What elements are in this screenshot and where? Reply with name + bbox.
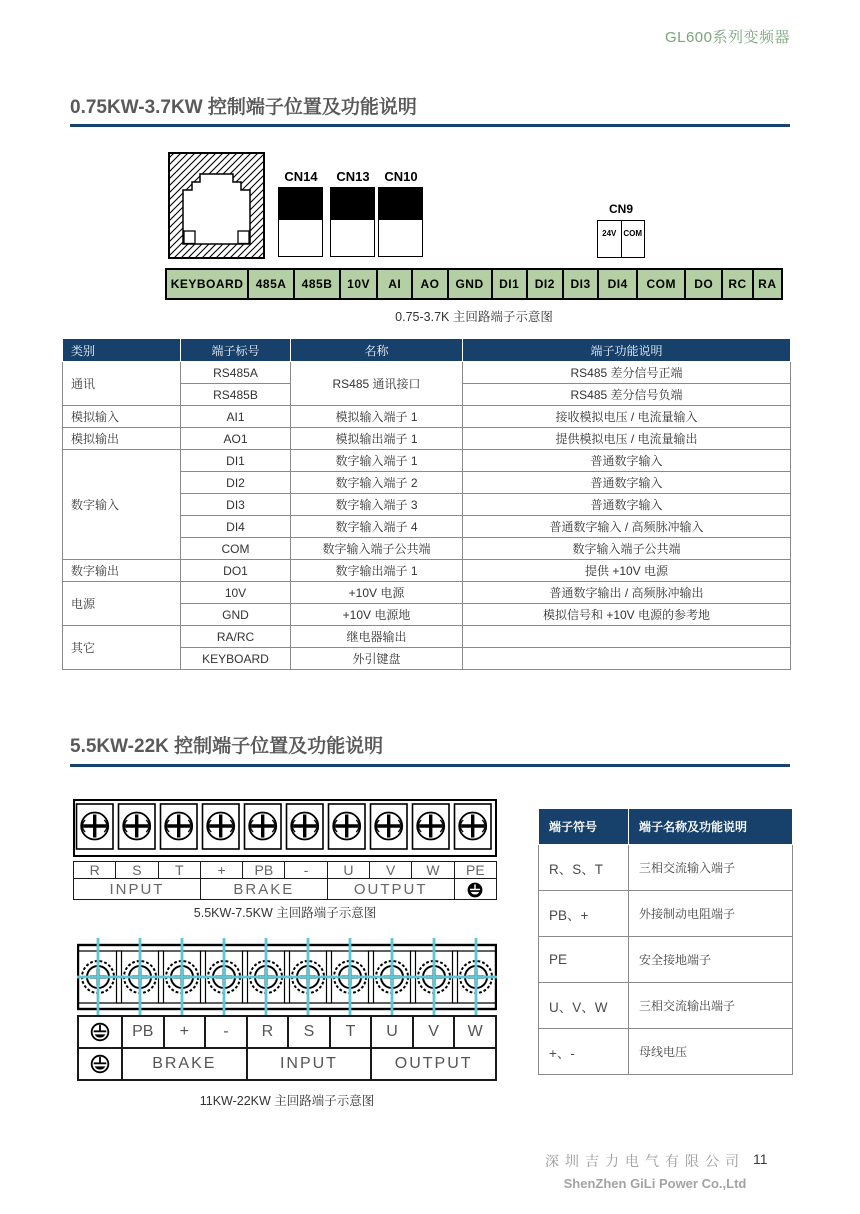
terminal-symbol-cell: U、V、W [539,983,629,1029]
table-row [63,362,791,384]
connector-block-cn10 [378,187,423,257]
terminal-cell: RC [723,270,753,298]
terminal-label: V [413,1016,455,1048]
terminal-tag-cell: DI2 [181,472,291,494]
terminal-name-cell: 数字输入端子 3 [291,494,463,516]
terminal-desc-cell: 外接制动电阻端子 [629,891,793,937]
terminal-label-table-small [73,861,497,900]
terminal-desc-cell: 普通数字输入 / 高频脉冲输入 [463,516,791,538]
terminal-label: - [285,862,327,879]
connector-label-cn9: CN9 [608,202,633,216]
table-row [539,891,793,937]
category-cell: 模拟输入 [63,406,181,428]
column-header: 端子标号 [181,339,291,362]
terminal-label: T [330,1016,372,1048]
footer-company-en: ShenZhen GiLi Power Co.,Ltd [563,1176,747,1191]
terminal-tag-cell: GND [181,604,291,626]
terminal-desc-cell: 母线电压 [629,1029,793,1075]
ground-icon [90,1022,110,1042]
terminal-tag-cell: RS485B [181,384,291,406]
table-row [63,560,791,582]
terminal-desc-cell: 提供 +10V 电源 [463,560,791,582]
ground-icon [90,1054,110,1074]
terminal-cell: COM [638,270,686,298]
terminal-symbol-cell: +、- [539,1029,629,1075]
terminal-desc-cell: 普通数字输入 [463,494,791,516]
terminal-desc-cell: RS485 差分信号正端 [463,362,791,384]
terminal-cell: DO [686,270,723,298]
cn9-cell-24v: 24V [598,221,622,257]
footer-company-cn: 深圳吉力电气有限公司 [545,1153,745,1169]
cn9-cell-com: COM [623,229,643,238]
connector-block-top [331,188,374,220]
brand-text: GL600系列变频器 [664,29,790,46]
terminal-name-cell: 模拟输出端子 1 [291,428,463,450]
terminal-label: V [370,862,412,879]
terminal-cell: 485A [249,270,295,298]
screw-strip-icon [73,799,497,857]
terminal-name-cell: 数字输入端子公共端 [291,538,463,560]
page-number: 11 [753,1151,768,1167]
connector-block-cn13 [330,187,375,257]
terminal-name-cell: 模拟输入端子 1 [291,406,463,428]
terminal-label: R [74,862,116,879]
column-header: 端子功能说明 [463,339,791,362]
terminal-label: W [412,862,454,879]
terminal-group-label: OUTPUT [327,879,454,900]
terminal-label: PB [122,1016,164,1048]
terminal-tag-cell: RS485A [181,362,291,384]
category-cell: 电源 [63,582,181,626]
terminal-desc-cell: 三相交流输入端子 [629,845,793,891]
terminal-tag-cell: DI4 [181,516,291,538]
terminal-label-row [74,862,497,879]
keyboard-socket-icon [168,152,265,264]
table-row [539,1029,793,1075]
terminal-label: S [116,862,158,879]
category-cell: 模拟输出 [63,428,181,450]
terminal-tag-cell: KEYBOARD [181,648,291,670]
table-row [539,845,793,891]
terminal-label-row [78,1016,496,1048]
terminal-label: U [371,1016,413,1048]
terminal-tag-cell: DI3 [181,494,291,516]
connector-block-top [279,188,322,220]
terminal-cell: DI1 [493,270,528,298]
terminal-name-cell: +10V 电源 [291,582,463,604]
terminal-cell: DI3 [564,270,599,298]
section1-title: 0.75KW-3.7KW 控制端子位置及功能说明 [70,97,417,118]
table-row [63,582,791,604]
terminal-name-cell: +10V 电源地 [291,604,463,626]
terminal-desc-cell: 提供模拟电压 / 电流量输出 [463,428,791,450]
terminal-cell: RA [758,277,777,291]
section2-divider [70,764,790,767]
section2-title: 5.5KW-22K 控制端子位置及功能说明 [70,736,384,757]
column-header: 端子符号 [539,809,629,845]
terminal-symbol-cell: PB、+ [539,891,629,937]
terminal-group-label: OUTPUT [371,1048,496,1080]
terminal-desc-cell: 普通数字输出 / 高频脉冲输出 [463,582,791,604]
terminal-group-label: BRAKE [200,879,327,900]
ground-cell [454,879,496,900]
screw-terminal-strip-large [77,937,497,1022]
terminal-name-cell: RS485 通讯接口 [291,362,463,406]
terminal-cell: 10V [341,270,378,298]
terminal-name-cell: 外引键盘 [291,648,463,670]
connector-label-cn10: CN10 [384,169,418,184]
diagram1-caption: 0.75-3.7K 主回路端子示意图 [395,310,553,324]
column-header: 端子名称及功能说明 [629,809,793,845]
terminal-label: PB [243,862,285,879]
terminal-desc-cell: 三相交流输出端子 [629,983,793,1029]
section1-divider [70,124,790,127]
terminal-cell: AO [413,270,448,298]
terminal-cell: 485B [295,270,341,298]
terminal-desc-cell: 数字输入端子公共端 [463,538,791,560]
terminal-desc-cell [463,648,791,670]
terminal-label: S [288,1016,330,1048]
terminal-cell: DI4 [599,270,638,298]
terminal-name-cell: 数字输入端子 1 [291,450,463,472]
category-cell: 数字输入 [63,450,181,560]
terminal-label: - [205,1016,247,1048]
terminal-name-cell: 数字输出端子 1 [291,560,463,582]
category-cell: 其它 [63,626,181,670]
terminal-cell: KEYBOARD [167,270,249,298]
terminal-label: R [247,1016,289,1048]
terminal-group-label: BRAKE [122,1048,247,1080]
terminal-group-row [74,879,497,900]
terminal-symbol-cell: R、S、T [539,845,629,891]
screw-terminal-strip-small [73,799,497,862]
column-header: 类别 [63,339,181,362]
terminal-symbol-cell: PE [539,937,629,983]
table-row [539,937,793,983]
terminal-desc-cell: RS485 差分信号负端 [463,384,791,406]
category-cell: 数字输出 [63,560,181,582]
table-header-row [63,339,791,362]
terminal-tag-cell: DI1 [181,450,291,472]
column-header: 名称 [291,339,463,362]
terminal-group-row [78,1048,496,1080]
terminal-label: W [454,1016,496,1048]
connector-block-top [379,188,422,220]
terminal-label: T [158,862,200,879]
table-row [63,428,791,450]
terminal-tag-cell: COM [181,538,291,560]
diagram2-caption: 5.5KW-7.5KW 主回路端子示意图 [193,906,377,920]
terminal-tag-cell: 10V [181,582,291,604]
connector-block-cn9 [597,220,645,258]
terminal-desc-cell: 模拟信号和 +10V 电源的参考地 [463,604,791,626]
terminal-name-cell: 继电器输出 [291,626,463,648]
table-row [63,626,791,648]
ground-cell [78,1016,122,1048]
terminal-label: U [327,862,369,879]
table-row [63,450,791,472]
terminal-function-table [62,338,791,670]
ground-icon [467,882,483,898]
terminal-tag-cell: DO1 [181,560,291,582]
terminal-desc-cell: 普通数字输入 [463,450,791,472]
terminal-desc-cell: 安全接地端子 [629,937,793,983]
terminal-group-label: INPUT [74,879,201,900]
connector-label-cn13: CN13 [336,169,370,184]
terminal-cell: AI [378,270,413,298]
terminal-label: + [200,862,242,879]
terminal-tag-cell: RA/RC [181,626,291,648]
terminal-label: PE [454,862,496,879]
terminal-name-cell: 数字输入端子 2 [291,472,463,494]
table-row [539,983,793,1029]
diagram3-caption: 11KW-22KW 主回路端子示意图 [199,1094,375,1108]
terminal-desc-cell [463,626,791,648]
terminal-tag-cell: AI1 [181,406,291,428]
terminal-desc-cell: 普通数字输入 [463,472,791,494]
ground-cell [78,1048,122,1080]
control-terminal-strip [165,268,783,300]
connector-block-cn14 [278,187,323,257]
terminal-cell: GND [449,270,493,298]
terminal-name-cell: 数字输入端子 4 [291,516,463,538]
terminal-label: + [164,1016,206,1048]
terminal-tag-cell: AO1 [181,428,291,450]
connector-label-cn14: CN14 [284,169,318,184]
category-cell: 通讯 [63,362,181,406]
main-circuit-terminal-table [538,808,793,1075]
screw-strip-icon [77,937,497,1017]
table-header-row [539,809,793,845]
terminal-label-table-large [77,1015,497,1081]
terminal-desc-cell: 接收模拟电压 / 电流量输入 [463,406,791,428]
terminal-group-label: INPUT [247,1048,372,1080]
table-row [63,406,791,428]
terminal-cell: DI2 [528,270,564,298]
